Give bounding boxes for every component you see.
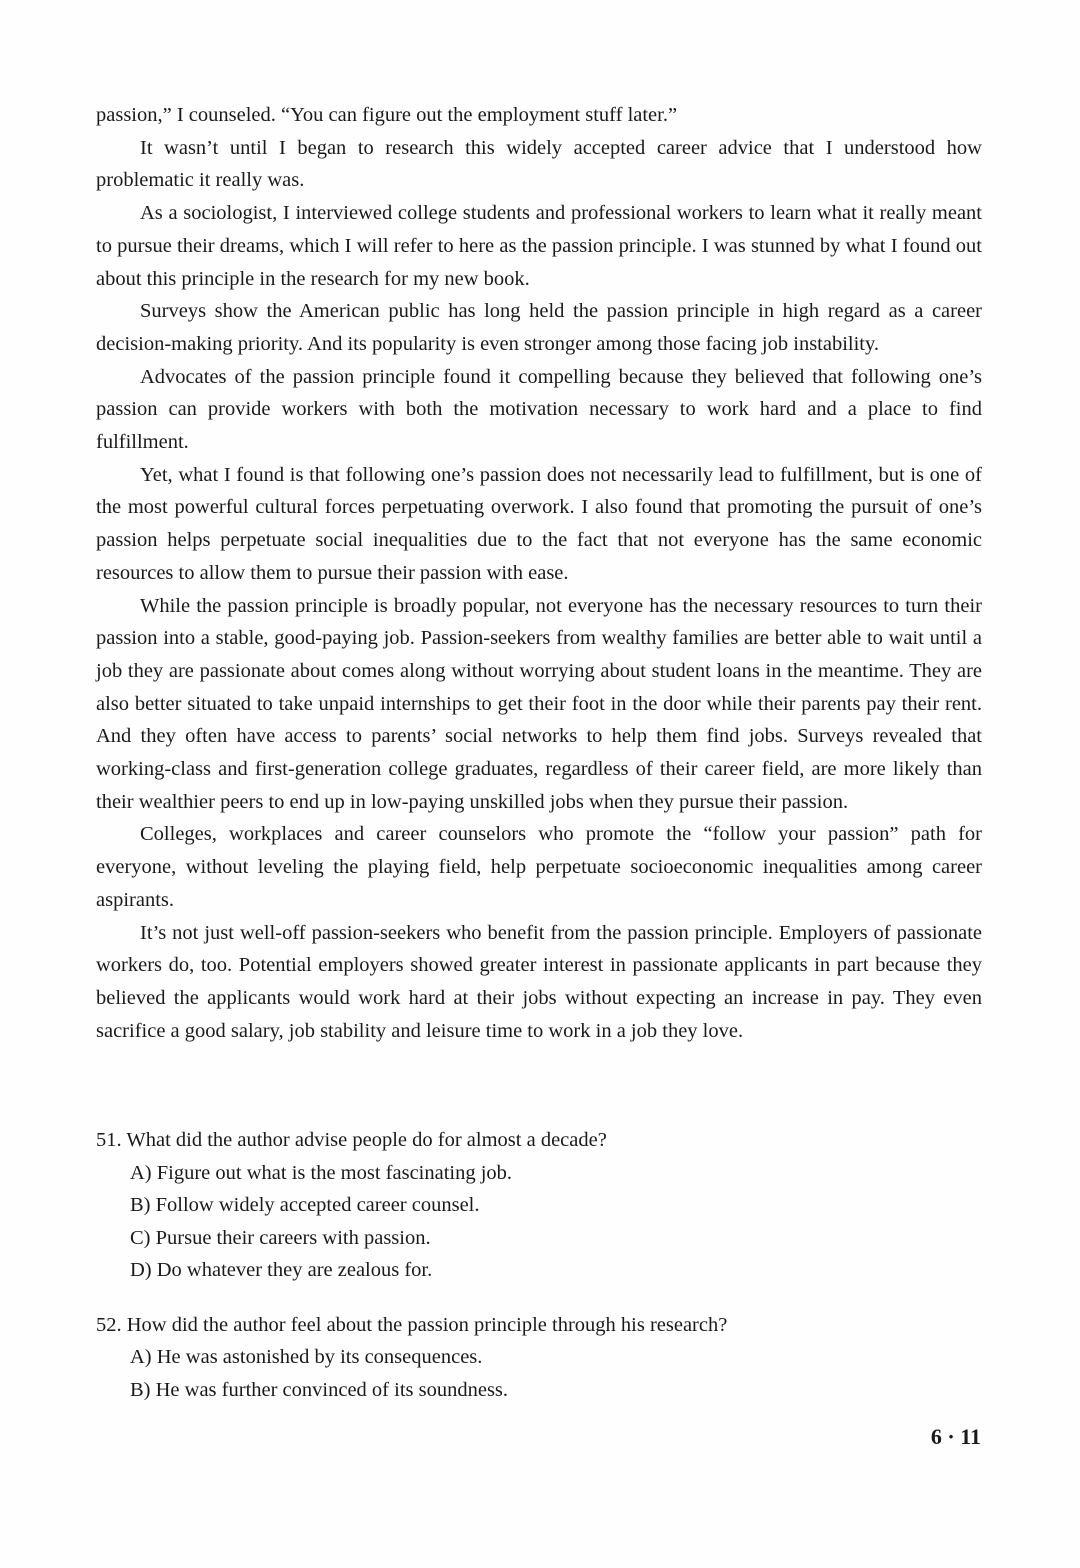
- passage-paragraph: It’s not just well-off passion-seekers who benefit from the passion principle. Employers of passionate workers do, too. Potential employers showed greater interest in passionate applicants in part because they believed the applicants would work hard at their jobs without expecting an increase in pay. They even sacrifice a good salary, job stability and leisure time to work in a job they love.: [96, 921, 982, 1042]
- passage-paragraph: Advocates of the passion principle found it compelling because they believed that following one’s passion can provide workers with both the motivation necessary to work hard and a place to find fulfillment.: [96, 365, 982, 454]
- answer-option-d: D) Do whatever they are zealous for.: [130, 1259, 433, 1281]
- question-list: [96, 1124, 982, 1428]
- question-stem: 51. What did the author advise people do for almost a decade?: [96, 1129, 607, 1151]
- question-52: [96, 1309, 982, 1407]
- answer-option-a: A) Figure out what is the most fascinating job.: [130, 1161, 513, 1184]
- question-51: [96, 1124, 982, 1287]
- question-stem: 52. How did the author feel about the passion principle through his research?: [96, 1313, 728, 1336]
- passage-paragraph: As a sociologist, I interviewed college students and professional workers to learn what it really meant to pursue their dreams, which I will refer to here as the passion principle. I was stunned by what I found out about this principle in the research for my new book.: [96, 202, 982, 290]
- passage-paragraph: It wasn’t until I began to research this widely accepted career advice that I understood how problematic it really was.: [96, 136, 982, 192]
- reading-passage: [96, 99, 982, 1047]
- passage-paragraph: Surveys show the American public has long held the passion principle in high regard as a career decision-making priority. And its popularity is even stronger among those facing job instability.: [96, 300, 982, 355]
- answer-option-a: A) He was astonished by its consequences.: [130, 1346, 483, 1368]
- passage-paragraph: passion,” I counseled. “You can figure out the employment stuff later.”: [96, 104, 678, 126]
- passage-paragraph: While the passion principle is broadly popular, not everyone has the necessary resources to turn their passion into a stable, good-paying job. Passion-seekers from wealthy families are better able to wait until a job they are passionate about comes along without worrying about student loans in the meantime. They are also better situated to take unpaid internships to get their foot in the door while their parents pay their rent. And they often have access to parents’ social networks to help them find jobs. Surveys revealed that working-class and first-generation college graduates, regardless of their career field, are more likely than their wealthier peers to end up in low-paying unskilled jobs when they pursue their passion.: [96, 594, 982, 813]
- answer-option-c: C) Pursue their careers with passion.: [130, 1226, 431, 1249]
- answer-option-b: B) Follow widely accepted career counsel.: [130, 1194, 480, 1216]
- page-number: 6 · 11: [930, 1424, 981, 1449]
- passage-paragraph: Yet, what I found is that following one’s passion does not necessarily lead to fulfillment, but is one of the most powerful cultural forces perpetuating overwork. I also found that promoting the pursuit of one’s passion helps perpetuate social inequalities due to the fact that not everyone has the same economic resources to allow them to pursue their passion with ease.: [96, 463, 982, 584]
- answer-option-b: B) He was further convinced of its soundness.: [130, 1378, 509, 1401]
- passage-paragraph: Colleges, workplaces and career counselors who promote the “follow your passion” path for everyone, without leveling the playing field, help perpetuate socioeconomic inequalities among career aspirants.: [96, 823, 982, 911]
